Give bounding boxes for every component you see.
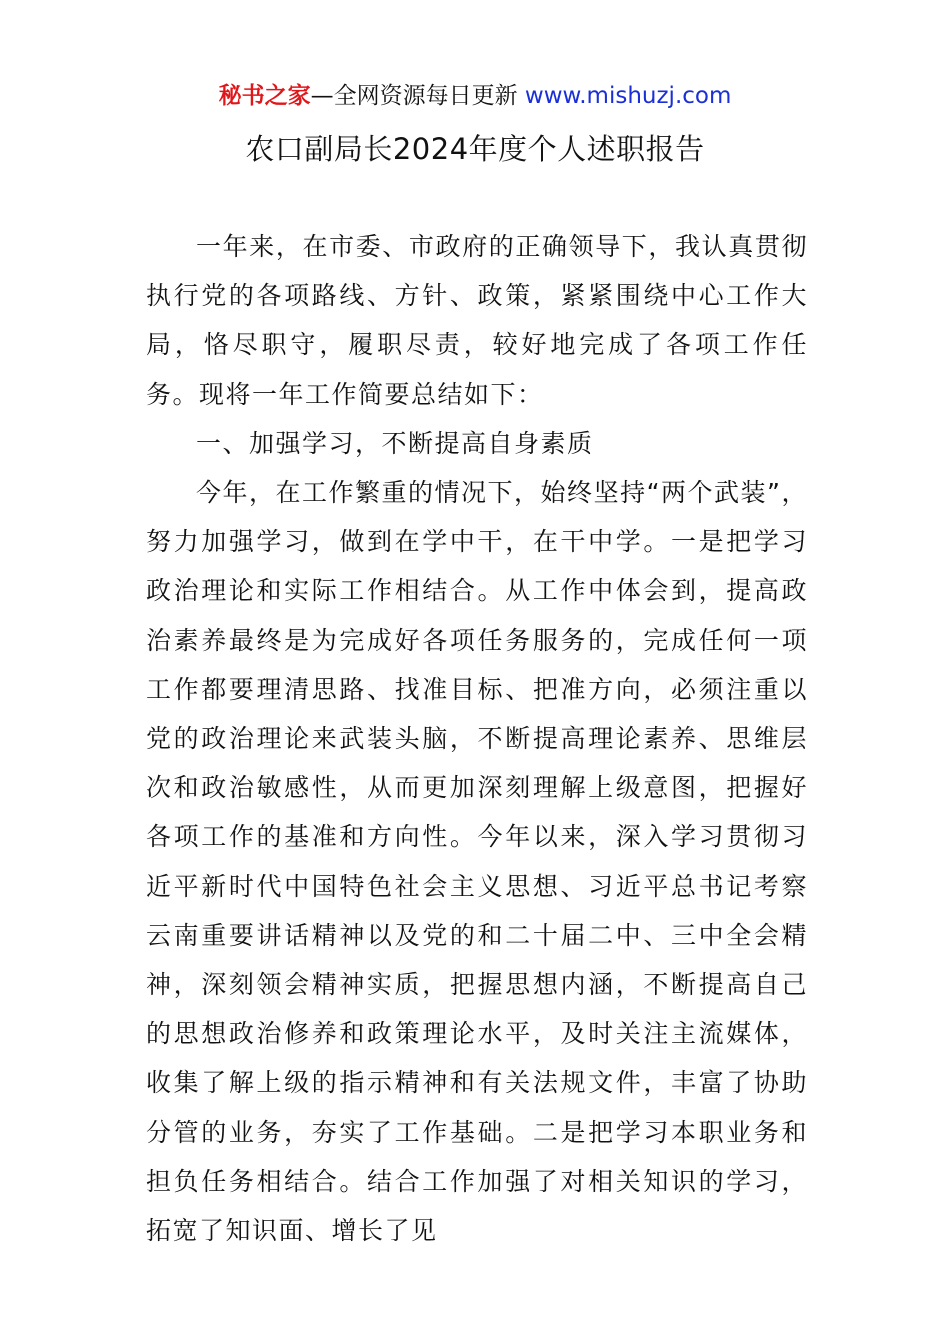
document-body [146,222,808,1255]
site-slogan: —全网资源每日更新 [310,83,518,109]
paragraph-intro: 一年来，在市委、市政府的正确领导下，我认真贯彻执行党的各项路线、方针、政策，紧紧围绕中心工作大局，恪尽职守，履职尽责，较好地完成了各项工作任务。现将一年工作简要总结如下： [146,232,808,409]
site-header [0,78,950,114]
site-brand: 秘书之家 [218,83,311,109]
paragraph-study: 今年，在工作繁重的情况下，始终坚持“两个武装”，努力加强学习，做到在学中干，在干中学。一是把学习政治理论和实际工作相结合。从工作中体会到，提高政治素养最终是为完成好各项任务服务的，完成任何一项工作都要理清思路、找准目标、把准方向，必须注重以党的政治理论来武装头脑，不断提高理论素养、思维层次和政治敏感性，从而更加深刻理解上级意图，把握好各项工作的基准和方向性。今年以来，深入学习贯彻习近平新时代中国特色社会主义思想、习近平总书记考察云南重要讲话精神以及党的和二十届二中、三中全会精神，深刻领会精神实质，把握思想内涵，不断提高自己的思想政治修养和政策理论水平，及时关注主流媒体，收集了解上级的指示精神和有关法规文件，丰富了协助分管的业务，夯实了工作基础。二是把学习本职业务和担负任务相结合。结合工作加强了对相关知识的学习，拓宽了知识面、增长了见 [146,478,808,1246]
section-heading-1: 一、加强学习，不断提高自身素质 [196,428,594,458]
site-url-link[interactable]: www.mishuzj.com [524,83,732,109]
document-title: 农口副局长2024年度个人述职报告 [245,132,705,166]
